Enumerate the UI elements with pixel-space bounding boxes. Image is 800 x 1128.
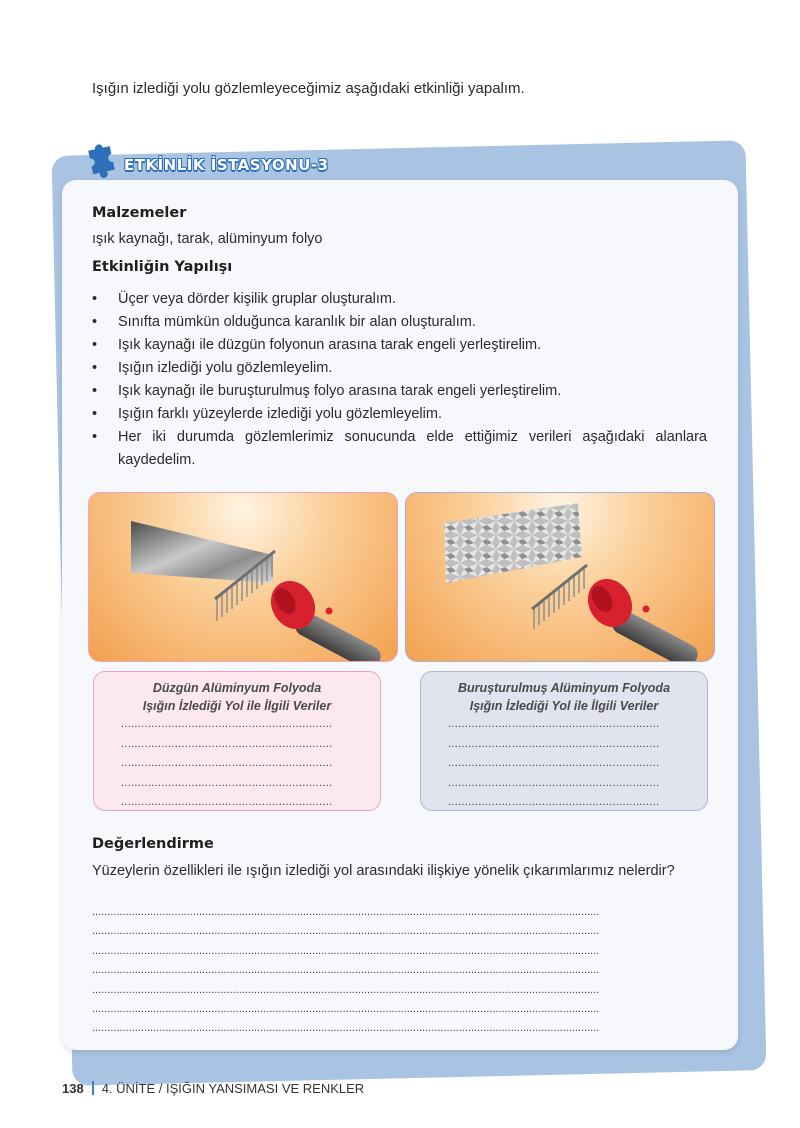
evaluation-heading: Değerlendirme [92,836,214,852]
answer-line[interactable]: ............................................................... [121,757,333,769]
list-item: • Işık kaynağı ile düzgün folyonun arasına tarak engeli yerleştirelim. [92,334,707,357]
crumpled-foil-photo [405,492,715,662]
smooth-foil-photo [88,492,398,662]
evaluation-question: Yüzeylerin özellikleri ile ışığın izlediği yol arasındaki ilişkiye yönelik çıkarımlarımız nelerdir? [92,863,675,879]
answer-line[interactable]: ............................................................... [448,796,660,808]
materials-text: ışık kaynağı, tarak, alüminyum folyo [92,231,323,247]
answer-line[interactable]: ............................................................... [121,776,333,789]
list-item: • Her iki durumda gözlemlerimiz sonucunda elde ettiğimiz verileri aşağıdaki alanlara kaydedelim. [92,426,707,472]
box-title-line: Buruşturulmuş Alüminyum Folyoda [457,681,671,695]
answer-line[interactable]: ............................................................... [448,776,660,789]
answer-line[interactable]: ...................................................................................................................................................................... [92,1022,600,1035]
box-title-line: Işığın İzlediği Yol ile İlgili Veriler [142,699,332,713]
answer-line[interactable]: ...................................................................................................................................................................... [92,906,600,918]
smooth-foil-data-box [93,671,381,811]
answer-line[interactable]: ............................................................... [448,737,660,750]
list-item: • Üçer veya dörder kişilik gruplar oluşturalım. [92,288,707,311]
flashlight-icon [262,573,384,661]
intro-text: Işığın izlediği yolu gözlemleyeceğimiz aşağıdaki etkinliği yapalım. [92,80,525,97]
unit-title: 4. ÜNİTE / IŞIĞIN YANSIMASI VE RENKLER [101,1081,365,1096]
box-title [94,679,380,715]
answer-line[interactable]: ...................................................................................................................................................................... [92,944,600,957]
list-item: • Işığın izlediği yolu gözlemleyelim. [92,357,707,380]
answer-line[interactable]: ...................................................................................................................................................................... [92,925,600,938]
station-title: ETKİNLİK İSTASYONU-3 [124,156,329,174]
materials-heading: Malzemeler [92,205,187,221]
answer-lines[interactable] [448,715,707,813]
crumpled-foil-data-box [420,671,708,811]
page-number: 138 [62,1081,84,1096]
puzzle-icon [82,138,122,178]
comb-icon [532,565,587,629]
answer-lines[interactable] [121,715,380,813]
flashlight-icon [579,571,701,661]
procedure-steps [92,288,707,472]
box-title [421,679,707,715]
list-item: • Sınıfta mümkün olduğunca karanlık bir alan oluşturalım. [92,311,707,334]
evaluation-answer-lines[interactable] [92,903,707,1039]
answer-line[interactable]: ...................................................................................................................................................................... [92,1003,600,1016]
list-item: • Işığın farklı yüzeylerde izlediği yolu gözlemleyelim. [92,403,707,426]
answer-line[interactable]: ...................................................................................................................................................................... [92,983,600,996]
answer-line[interactable]: ............................................................... [448,718,660,730]
answer-line[interactable]: ............................................................... [121,737,333,750]
page-footer [62,1081,364,1096]
footer-divider [92,1081,94,1095]
box-title-line: Işığın İzlediği Yol ile İlgili Veriler [469,699,659,713]
box-title-line: Düzgün Alüminyum Folyoda [152,681,322,695]
list-item: • Işık kaynağı ile buruşturulmuş folyo arasına tarak engeli yerleştirelim. [92,380,707,403]
procedure-heading: Etkinliğin Yapılışı [92,259,233,275]
answer-line[interactable]: ...................................................................................................................................................................... [92,964,600,977]
answer-line[interactable]: ............................................................... [121,796,333,808]
answer-line[interactable]: ............................................................... [121,718,333,730]
answer-line[interactable]: ............................................................... [448,757,660,769]
